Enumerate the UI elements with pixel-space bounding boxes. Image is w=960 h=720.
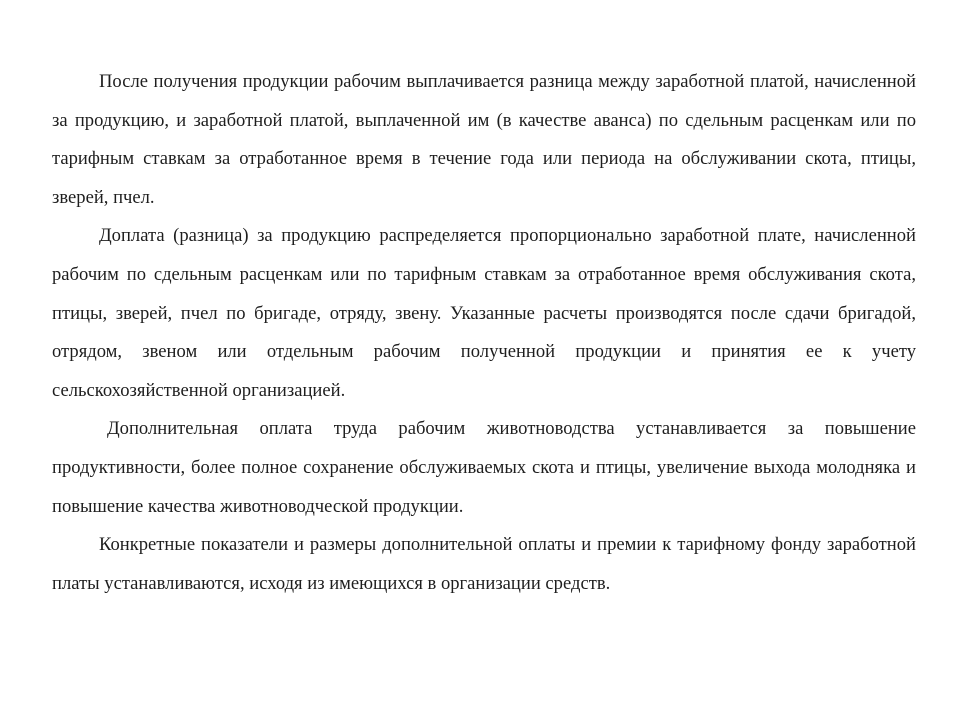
document-body (52, 63, 916, 603)
paragraph-1: После получения продукции рабочим выплачивается разница между заработной платой, начисленной за продукцию, и заработной платой, выплаченной им (в качестве аванса) по сдельным расценкам или по тарифным ставкам за отработанное время в течение года или периода на обслуживании скота, птицы, зверей, пчел. (52, 71, 916, 208)
paragraph-4: Конкретные показатели и размеры дополнительной оплаты и премии к тарифному фонду заработной платы устанавливаются, исходя из имеющихся в организации средств. (52, 534, 916, 594)
paragraph-2: Доплата (разница) за продукцию распределяется пропорционально заработной плате, начисленной рабочим по сдельным расценкам или по тарифным ставкам за отработанное время обслуживания скота, птицы, зверей, пчел по бригаде, отряду, звену. Указанные расчеты производятся после сдачи бригадой, отрядом, звеном или отдельным рабочим полученной продукции и принятия ее к учету сельскохозяйственной организацией. (52, 225, 916, 401)
paragraph-3: Дополнительная оплата труда рабочим животноводства устанавливается за повышение продуктивности, более полное сохранение обслуживаемых скота и птицы, увеличение выхода молодняка и повышение качества животноводческой продукции. (52, 418, 916, 517)
